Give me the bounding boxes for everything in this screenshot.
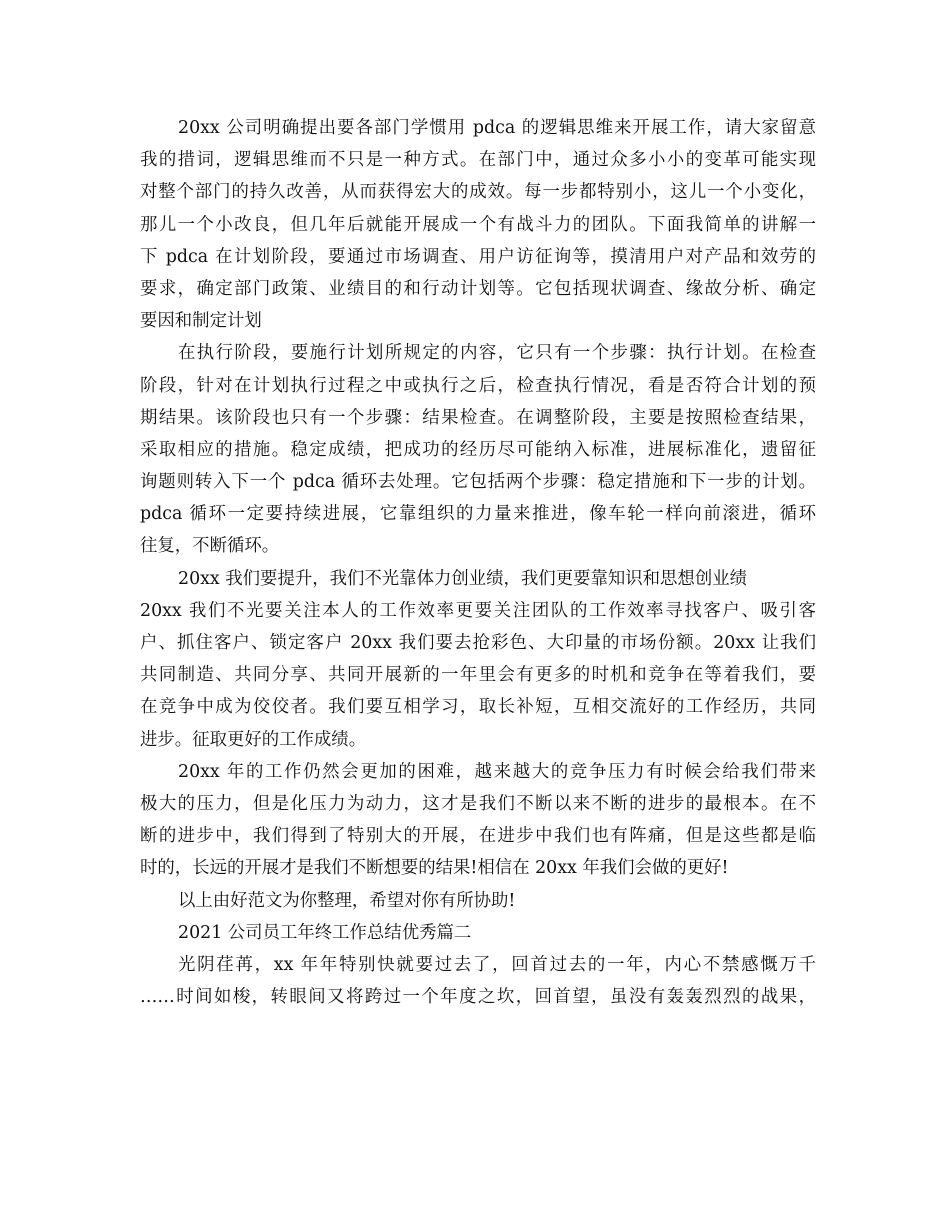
text-line: 询题则转入下一个 pdca 循环去处理。它包括两个步骤：稳定措施和下一步的计划。 [140, 472, 816, 493]
text-line: 2021 公司员工年终工作总结优秀篇二 [178, 922, 472, 943]
text-line: 极大的压力，但是化压力为动力，这才是我们不断以来不断的进步的最根本。在不 [140, 793, 816, 814]
text-line: pdca 循环一定要持续进展，它靠组织的力量来推进，像车轮一样向前滚进，循环 [140, 504, 816, 525]
text-line: 要因和制定计划 [140, 311, 262, 332]
document-page [140, 112, 816, 1013]
text-line: 采取相应的措施。稳定成绩，把成功的经历尽可能纳入标准，进展标准化，遗留征 [140, 439, 816, 460]
text-line: 以上由好范文为你整理，希望对你有所协助! [178, 890, 516, 911]
text-line: 在竞争中成为佼佼者。我们要互相学习，取长补短，互相交流好的工作经历，共同 [140, 697, 816, 718]
text-line: 对整个部门的持久改善，从而获得宏大的成效。每一步都特别小，这儿一个小变化， [140, 182, 816, 203]
text-line: 20xx 我们要提升，我们不光靠体力创业绩，我们更要靠知识和思想创业绩 [178, 568, 747, 589]
text-line: 那儿一个小改良，但几年后就能开展成一个有战斗力的团队。下面我简单的讲解一 [140, 214, 816, 235]
paragraph-execution-phase [140, 337, 816, 562]
text-line: 要求，确定部门政策、业绩目的和行动计划等。它包括现状调查、缘故分析、确定 [140, 278, 816, 299]
text-line: 我的措词，逻辑思维而不只是一种方式。在部门中，通过众多小小的变革可能实现 [140, 150, 816, 171]
text-line: 20xx 我们不光要关注本人的工作效率更要关注团队的工作效率寻找客户、吸引客 [140, 600, 816, 621]
paragraph-year-review [140, 949, 816, 1013]
text-line: 20xx 年的工作仍然会更加的困难，越来越大的竞争压力有时候会给我们带来 [178, 761, 816, 782]
text-line: 共同制造、共同分享、共同开展新的一年里会有更多的时机和竞争在等着我们，要 [140, 665, 816, 686]
text-line: 时的，长远的开展才是我们不断想要的结果!相信在 20xx 年我们会做的更好! [140, 858, 729, 879]
paragraph-closing-note [140, 885, 816, 917]
text-line: 光阴荏苒，xx 年年特别快就要过去了，回首过去的一年，内心不禁感慨万千 [178, 954, 816, 975]
paragraph-improvement-goals [140, 563, 816, 756]
text-line: ……时间如梭，转眼间又将跨过一个年度之坎，回首望，虽没有轰轰烈烈的战果， [140, 987, 816, 1008]
text-line: 进步。征取更好的工作成绩。 [140, 729, 367, 750]
paragraph-future-outlook [140, 756, 816, 885]
text-line: 户、抓住客户、锁定客户 20xx 我们要去抢彩色、大印量的市场份额。20xx 让我们 [140, 633, 816, 653]
text-line: 往复，不断循环。 [140, 536, 280, 557]
text-line: 下 pdca 在计划阶段，要通过市场调查、用户访征询等，摸清用户对产品和效劳的 [140, 246, 816, 267]
section-heading [140, 917, 816, 949]
paragraph-pdca-intro [140, 112, 816, 337]
text-line: 在执行阶段，要施行计划所规定的内容，它只有一个步骤：执行计划。在检查 [178, 343, 816, 364]
text-line: 20xx 公司明确提出要各部门学惯用 pdca 的逻辑思维来开展工作，请大家留意 [178, 118, 816, 138]
text-line: 期结果。该阶段也只有一个步骤：结果检查。在调整阶段，主要是按照检查结果， [140, 407, 816, 428]
text-line: 阶段，针对在计划执行过程之中或执行之后，检查执行情况，看是否符合计划的预 [140, 375, 816, 396]
text-line: 断的进步中，我们得到了特别大的开展，在进步中我们也有阵痛，但是这些都是临 [140, 826, 816, 847]
